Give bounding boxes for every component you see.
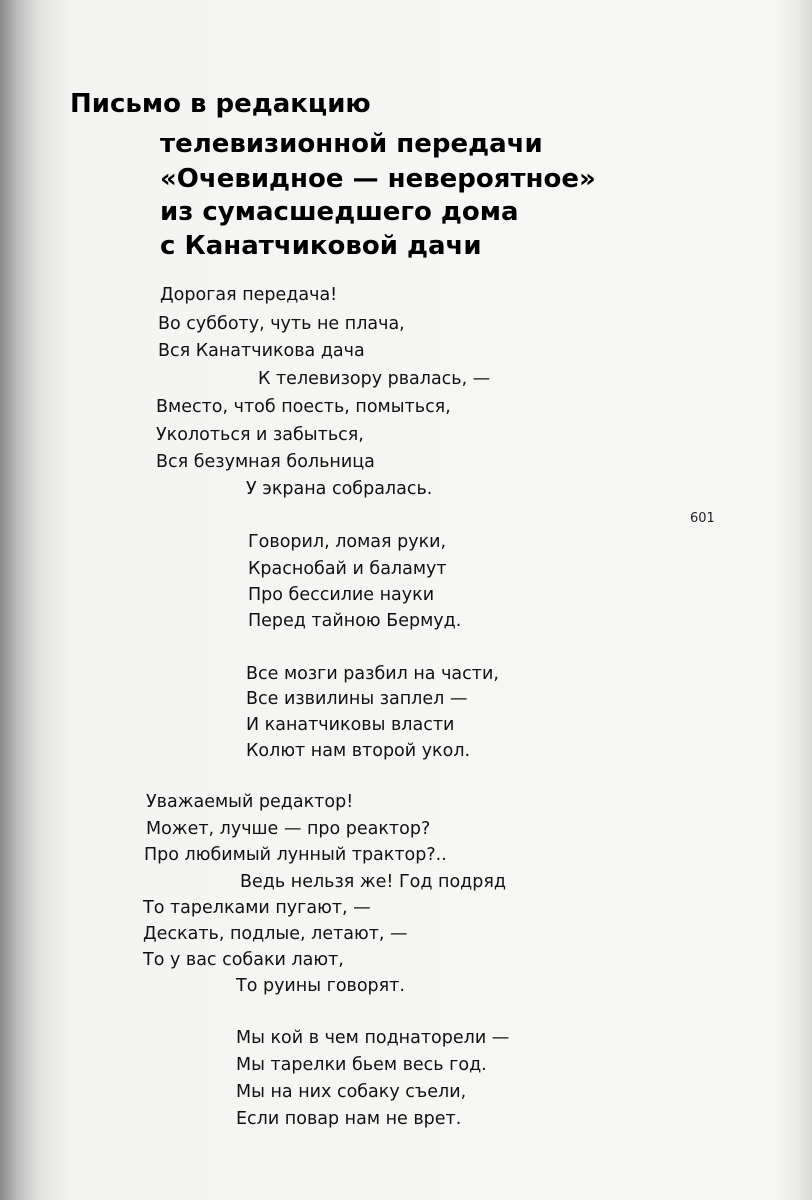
verse-line: Краснобай и баламут bbox=[248, 559, 447, 579]
verse-line: Во субботу, чуть не плача, bbox=[158, 314, 405, 334]
verse-line: Может, лучше — про реактор? bbox=[146, 819, 431, 839]
verse-line: Говорил, ломая руки, bbox=[248, 532, 447, 552]
verse-line: Мы тарелки бьем весь год. bbox=[236, 1055, 487, 1075]
title-line: с Канатчиковой дачи bbox=[160, 231, 482, 261]
verse-line: Колют нам второй укол. bbox=[246, 741, 471, 761]
page-number: 601 bbox=[690, 511, 715, 526]
verse-line: Про бессилие науки bbox=[248, 585, 435, 605]
verse-line: Про любимый лунный трактор?.. bbox=[144, 845, 447, 865]
verse-line: Дорогая передача! bbox=[160, 285, 338, 305]
verse-line: Ведь нельзя же! Год подряд bbox=[240, 872, 506, 892]
verse-line: То тарелками пугают, — bbox=[143, 898, 371, 918]
verse-line: У экрана собралась. bbox=[246, 479, 433, 499]
verse-line: Все мозги разбил на части, bbox=[246, 664, 499, 684]
title-line: из сумасшедшего дома bbox=[160, 197, 519, 227]
title-line: телевизионной передачи bbox=[160, 129, 543, 159]
verse-line: Перед тайною Бермуд. bbox=[248, 611, 462, 631]
verse-line: К телевизору рвалась, — bbox=[258, 369, 491, 389]
verse-line: То руины говорят. bbox=[236, 976, 405, 996]
verse-line: И канатчиковы власти bbox=[246, 715, 455, 735]
verse-line: Дескать, подлые, летают, — bbox=[143, 924, 408, 944]
title-line: Письмо в редакцию bbox=[70, 89, 371, 119]
verse-line: Уважаемый редактор! bbox=[146, 792, 354, 812]
page-edge-shadow bbox=[772, 0, 812, 1200]
verse-line: Вся Канатчикова дача bbox=[158, 341, 365, 361]
verse-line: Вся безумная больница bbox=[156, 452, 375, 472]
verse-line: Уколоться и забыться, bbox=[156, 425, 364, 445]
verse-line: Если повар нам не врет. bbox=[236, 1109, 462, 1129]
title-line: «Очевидное — невероятное» bbox=[160, 164, 596, 194]
verse-line: Мы кой в чем поднаторели — bbox=[236, 1028, 510, 1048]
verse-line: Вместо, чтоб поесть, помыться, bbox=[156, 397, 451, 417]
verse-line: Мы на них собаку съели, bbox=[236, 1082, 467, 1102]
verse-line: Все извилины заплел — bbox=[246, 689, 468, 709]
verse-line: То у вас собаки лают, bbox=[143, 950, 344, 970]
